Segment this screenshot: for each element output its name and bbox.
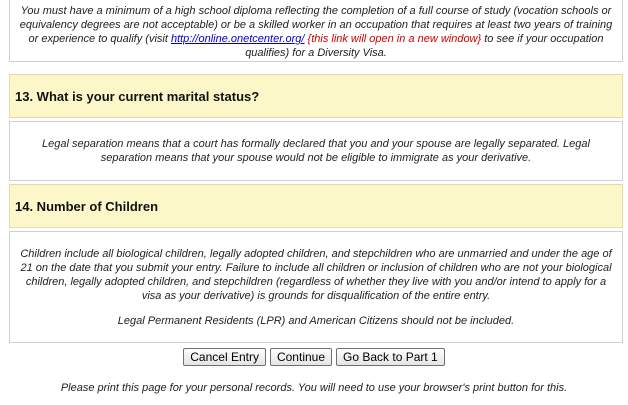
- children-info-box: [9, 231, 623, 343]
- marital-status-info-box: [9, 121, 623, 181]
- print-instructions: Please print this page for your personal records. You will need to use your browser's print button for this.: [60, 382, 568, 394]
- children-header: [9, 184, 623, 228]
- new-window-note: {this link will open in a new window}: [304, 33, 482, 45]
- lpr-citizens-note: Legal Permanent Residents (LPR) and American Citizens should not be included.: [117, 314, 515, 327]
- onetcenter-link[interactable]: http://online.onetcenter.org/: [170, 33, 305, 45]
- marital-status-title: 13. What is your current marital status?: [15, 88, 260, 104]
- education-text-end: to see if your occupation qualifies) for a Diversity Visa.: [245, 33, 604, 59]
- cancel-entry-button[interactable]: Cancel Entry: [183, 348, 266, 366]
- children-title: 14. Number of Children: [15, 198, 159, 214]
- education-info-box: [9, 0, 623, 62]
- education-requirement-text: [16, 4, 616, 60]
- marital-status-header: [9, 74, 623, 118]
- go-back-button[interactable]: Go Back to Part 1: [336, 348, 445, 366]
- education-text-start: You must have a minimum of a high school diploma reflecting the completion of a full course of study (vocation schools or equivalency degrees are not acceptable) or be a skilled worker in an occupation that requires at least two years of training or experience to qualify (visit: [19, 5, 613, 45]
- children-definition-note: Children include all biological children, legally adopted children, and stepchildren who are unmarried and under the age of 21 on the date that you submit your entry. Failure to include all children or inclusion of children who are not your biological children, legally adopted children, and stepchildren (regardless of whether they live with you and/or intend to apply for a visa as your derivative) is grounds for disqualification of the entire entry.: [20, 247, 612, 302]
- continue-button[interactable]: Continue: [270, 348, 332, 366]
- legal-separation-note: Legal separation means that a court has formally declared that you and your spouse are legally separated. Legal separation means that your spouse would not be eligible to immigrate as your derivative.: [42, 138, 590, 164]
- action-buttons: [0, 348, 628, 366]
